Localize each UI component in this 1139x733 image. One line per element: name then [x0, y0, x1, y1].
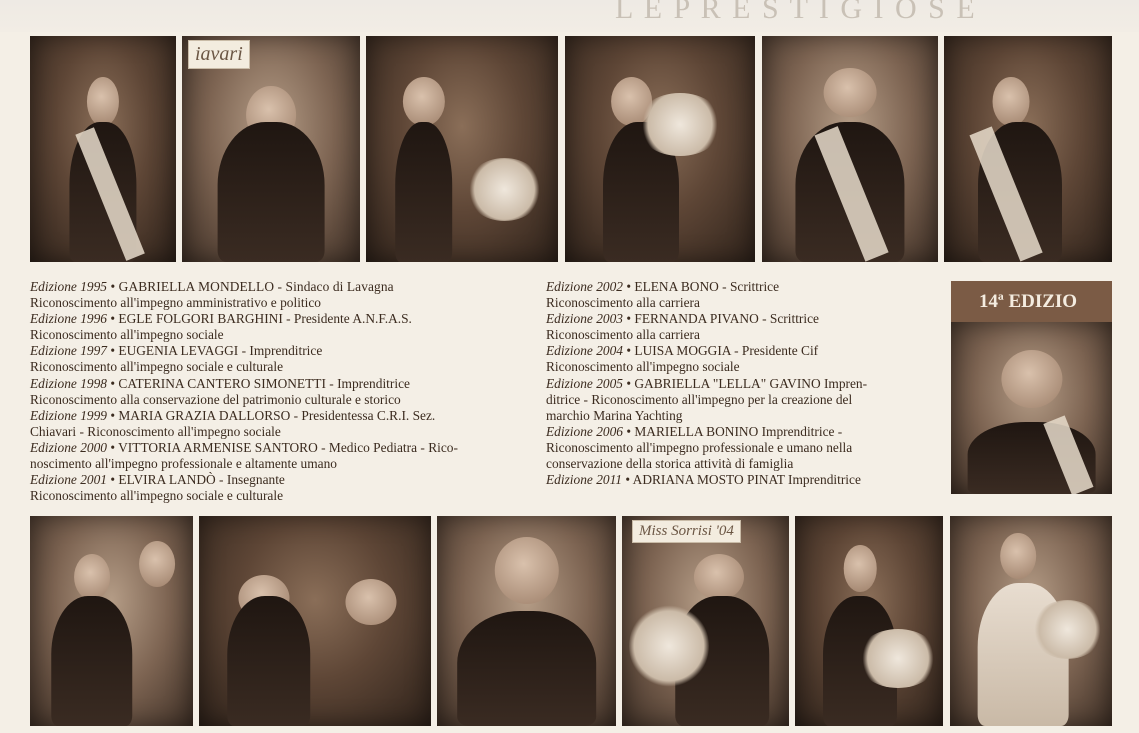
caption-text: • EUGENIA LEVAGGI - Imprenditrice: [107, 343, 323, 359]
caption-year: Edizione 1999: [30, 407, 107, 423]
caption-year: Edizione 2004: [546, 343, 623, 359]
caption-line: [30, 295, 530, 311]
photo-figure-head: [402, 77, 444, 127]
caption-text: Chiavari - Riconoscimento all'impegno sociale: [30, 423, 281, 439]
photo-bottom-4: [622, 516, 789, 726]
caption-text: • MARIA GRAZIA DALLORSO - Presidentessa C.R.I. Sez.: [107, 407, 436, 423]
photo-figure-head: [87, 77, 119, 127]
caption-text: • LUISA MOGGIA - Presidente Cif: [623, 343, 819, 359]
photo-figure-head: [345, 579, 396, 625]
caption-text: Riconoscimento all'impegno amministrativo e politico: [30, 295, 322, 311]
photo-figure: [227, 596, 311, 726]
photo-flowers: [857, 629, 938, 688]
photo-sign: iavari: [188, 40, 250, 69]
photo-flowers: [466, 158, 543, 221]
photo-top-3: [366, 36, 558, 262]
photo-top-1: [30, 36, 176, 262]
caption-line: [546, 472, 941, 488]
caption-line: [30, 440, 530, 456]
photo-bottom-1: [30, 516, 193, 726]
photo-figure: [395, 122, 453, 262]
photo-figure-head: [139, 541, 175, 587]
caption-year: Edizione 2002: [546, 279, 623, 294]
caption-text: Riconoscimento all'impegno sociale: [30, 327, 224, 343]
caption-year: Edizione 2011: [546, 472, 622, 488]
edition-banner: 14ª EDIZIO: [951, 281, 1112, 322]
caption-text: • GABRIELLA "LELLA" GAVINO Impren-: [623, 375, 868, 391]
photo-portrait-2011: [951, 322, 1112, 494]
photo-figure-head: [1000, 533, 1036, 579]
caption-year: Edizione 2005: [546, 375, 623, 391]
caption-text: Riconoscimento all'impegno sociale: [546, 359, 740, 375]
caption-line: [30, 472, 530, 488]
header-ghost-text: L E P R E S T I G I O S E: [615, 0, 977, 25]
photo-flowers: [637, 93, 723, 156]
photo-figure: [457, 611, 597, 727]
caption-line: [546, 311, 941, 327]
photo-bottom-2: [199, 516, 431, 726]
caption-line: [30, 488, 530, 504]
caption-year: Edizione 2000: [30, 439, 107, 455]
caption-text: • ELENA BONO - Scrittrice: [623, 279, 780, 294]
caption-year: Edizione 1995: [30, 279, 107, 294]
caption-text: • MARIELLA BONINO Imprenditrice -: [623, 423, 843, 439]
caption-text: Riconoscimento alla conservazione del patrimonio culturale e storico: [30, 391, 401, 407]
photo-figure: [51, 596, 133, 726]
caption-line: [546, 408, 941, 424]
header-strip: [0, 0, 1139, 32]
photo-figure-head: [1001, 350, 1062, 408]
caption-line: [546, 295, 941, 311]
caption-text: conservazione della storica attività di famiglia: [546, 456, 794, 472]
caption-text: Riconoscimento all'impegno sociale e culturale: [30, 488, 284, 504]
caption-year: Edizione 1996: [30, 311, 107, 327]
photo-sign: Miss Sorrisi '04: [632, 520, 741, 543]
caption-text: • FERNANDA PIVANO - Scrittrice: [623, 311, 819, 327]
caption-text: • ELVIRA LANDÒ - Insegnante: [107, 472, 285, 488]
photo-figure-head: [824, 68, 877, 118]
caption-line: [546, 327, 941, 343]
photo-bottom-5: [795, 516, 943, 726]
caption-text: • GABRIELLA MONDELLO - Sindaco di Lavagna: [107, 279, 394, 294]
caption-line: [30, 311, 530, 327]
caption-line: [546, 359, 941, 375]
caption-line: [30, 392, 530, 408]
photo-figure-head: [494, 537, 558, 604]
caption-text: Riconoscimento all'impegno professionale e umano nella: [546, 439, 853, 455]
caption-line: [30, 327, 530, 343]
photo-bottom-3: [437, 516, 616, 726]
photo-flowers: [629, 604, 709, 688]
photo-figure-head: [694, 554, 744, 600]
caption-year: Edizione 2006: [546, 423, 623, 439]
photo-figure-head: [993, 77, 1030, 127]
caption-year: Edizione 2003: [546, 311, 623, 327]
caption-line: [546, 376, 941, 392]
photo-top-5: [762, 36, 938, 262]
photo-flowers: [1031, 600, 1104, 659]
captions-right: [546, 279, 941, 488]
caption-line: [30, 408, 530, 424]
caption-text: Riconoscimento alla carriera: [546, 295, 700, 311]
photo-figure-head: [74, 554, 110, 600]
caption-line: [546, 279, 941, 295]
caption-line: [30, 279, 530, 295]
caption-line: [30, 424, 530, 440]
caption-year: Edizione 1998: [30, 375, 107, 391]
caption-line: [30, 456, 530, 472]
caption-text: Riconoscimento all'impegno sociale e culturale: [30, 359, 284, 375]
caption-year: Edizione 1997: [30, 343, 107, 359]
caption-line: [546, 343, 941, 359]
caption-text: • VITTORIA ARMENISE SANTORO - Medico Pediatra - Rico-: [107, 439, 458, 455]
photo-figure-head: [844, 545, 877, 591]
caption-text: ditrice - Riconoscimento all'impegno per la creazione del: [546, 391, 853, 407]
caption-text: • EGLE FOLGORI BARGHINI - Presidente A.N.F.A.S.: [107, 311, 412, 327]
caption-line: [30, 343, 530, 359]
photo-figure: [218, 122, 325, 262]
photo-top-6: [944, 36, 1112, 262]
photo-top-2: [182, 36, 360, 262]
caption-text: marchio Marina Yachting: [546, 407, 683, 423]
captions-left: [30, 279, 530, 504]
caption-text: • ADRIANA MOSTO PINAT Imprenditrice: [622, 472, 861, 488]
caption-year: Edizione 2001: [30, 472, 107, 488]
caption-line: [546, 424, 941, 440]
caption-text: Riconoscimento alla carriera: [546, 327, 700, 343]
caption-line: [30, 359, 530, 375]
caption-line: [30, 376, 530, 392]
photo-bottom-6: [950, 516, 1112, 726]
caption-line: [546, 456, 941, 472]
caption-line: [546, 392, 941, 408]
caption-text: noscimento all'impegno professionale e altamente umano: [30, 456, 337, 472]
photo-top-4: [565, 36, 755, 262]
caption-line: [546, 440, 941, 456]
caption-text: • CATERINA CANTERO SIMONETTI - Imprenditrice: [107, 375, 410, 391]
